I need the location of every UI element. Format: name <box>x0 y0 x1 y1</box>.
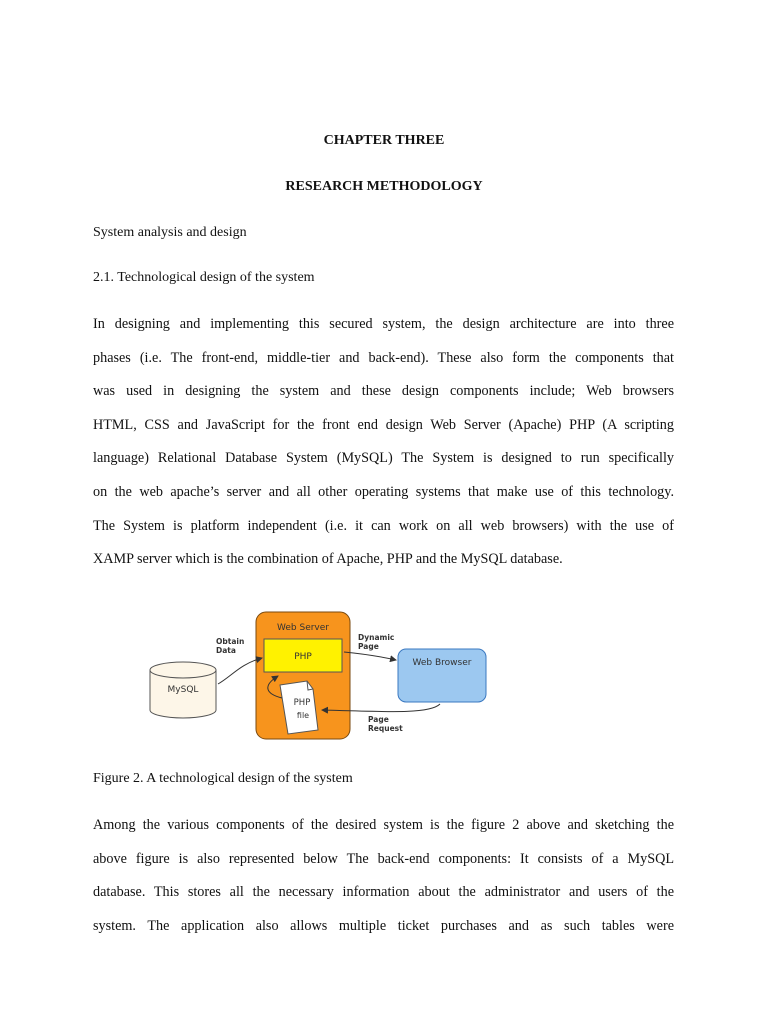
paragraph-line: database. This stores all the necessary information about the administrator and users of the <box>93 884 674 901</box>
section-label: System analysis and design <box>93 225 247 240</box>
paragraph-line: phases (i.e. The front-end, middle-tier and back-end). These also form the components that <box>93 349 674 366</box>
paragraph-line: system. The application also allows multiple ticket purchases and as such tables were <box>93 917 674 934</box>
paragraph-line: In designing and implementing this secured system, the design architecture are into three <box>93 316 674 332</box>
dynamic-page-label-line2: Page <box>358 642 379 651</box>
paragraph-line: was used in designing the system and these design components include; Web browsers <box>93 383 674 400</box>
paragraph-line: above figure is also represented below The back-end components: It consists of a MySQL <box>93 850 674 867</box>
paragraph-line: The System is platform independent (i.e. it can work on all web browsers) with the use of <box>93 517 674 534</box>
subsection-heading: 2.1. Technological design of the system <box>93 270 315 285</box>
paragraph-line: Among the various components of the desired system is the figure 2 above and sketching the <box>93 817 674 833</box>
web-browser-box <box>398 649 486 702</box>
paragraph-components <box>93 809 674 943</box>
paragraph-line: XAMP server which is the combination of Apache, PHP and the MySQL database. <box>93 551 563 568</box>
web-server-label: Web Server <box>277 623 329 633</box>
chapter-heading: CHAPTER THREE <box>323 133 445 148</box>
dynamic-page-label-line1: Dynamic <box>358 633 395 642</box>
dynamic-page-arrow <box>344 652 396 660</box>
paragraph-line: HTML, CSS and JavaScript for the front end design Web Server (Apache) PHP (A scripting <box>93 416 674 433</box>
figure-caption: Figure 2. A technological design of the system <box>93 771 353 786</box>
obtain-data-label-line1: Obtain <box>216 637 245 646</box>
paragraph-line: language) Relational Database System (MySQL) The System is designed to run specifically <box>93 450 674 467</box>
php-file-label-line1: PHP <box>293 698 311 708</box>
web-browser-label: Web Browser <box>412 658 472 668</box>
php-label: PHP <box>294 652 312 662</box>
paragraph-line: on the web apache’s server and all other operating systems that make use of this technology. <box>93 483 674 500</box>
page-request-label-line2: Request <box>368 724 403 733</box>
php-file-label-line2: file <box>296 711 310 720</box>
page-request-label-line1: Page <box>368 715 389 724</box>
obtain-data-label-line2: Data <box>216 646 236 655</box>
paragraph-architecture <box>93 308 674 577</box>
mysql-label: MySQL <box>167 685 199 695</box>
chapter-title: RESEARCH METHODOLOGY <box>285 179 483 194</box>
obtain-data-arrow <box>218 658 262 684</box>
architecture-diagram <box>140 598 540 748</box>
